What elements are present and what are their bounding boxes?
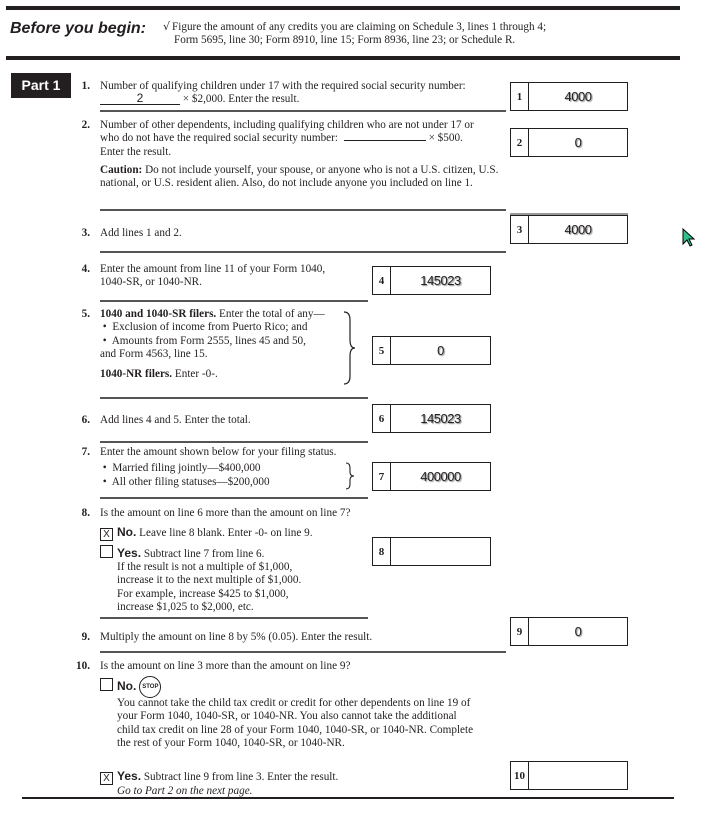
line-10-box[interactable]: 10 <box>510 761 628 790</box>
line-7-value[interactable]: 400000 <box>420 469 461 484</box>
caution-label: Caution: <box>100 163 143 176</box>
line-2-text: Number of other dependents, including qualifying children who are not under 17 or who do not have the required social security number: × $500. Enter the result. Caution: Do not include yourself, your spouse, or anyone who is not a U.S. citizen, U.S. national, or U.S. resident alien. Also, do not include anyone you included on line 1. <box>100 119 499 190</box>
line-8-yes-checkbox[interactable] <box>100 545 113 558</box>
children-count-field[interactable]: 2 <box>100 93 180 105</box>
line-10-no-text: You cannot take the child tax credit or credit for other dependents on line 19 of your Form 1040, 1040-SR, or 1040-NR. You also cannot take the additional child tax credit on line 28 of your Form 1040, 1040-SR, or 1040-NR. Complete the rest of your Form 1040, 1040-SR, or 1040-NR. <box>117 697 474 749</box>
line-9-number: 9. <box>81 631 90 643</box>
line-4-number: 4. <box>81 263 90 275</box>
line-5-box[interactable]: 5 0 <box>372 336 491 365</box>
line-7-text: Enter the amount shown below for your filing status. • Married filing jointly—$400,000 • All other filing statuses—$200,000 <box>100 446 337 488</box>
line-7-number: 7. <box>81 446 90 458</box>
bottom-rule <box>22 797 674 799</box>
line-5-number: 5. <box>81 308 90 320</box>
line-6-value[interactable]: 145023 <box>420 411 461 426</box>
line-6-box[interactable]: 6 145023 <box>372 404 491 433</box>
divider <box>100 497 368 499</box>
line-6-text: Add lines 4 and 5. Enter the total. <box>100 414 251 426</box>
divider <box>100 651 506 653</box>
line-1-number: 1. <box>81 80 90 92</box>
divider <box>100 300 368 302</box>
divider <box>100 110 506 112</box>
line-8-no-checkbox[interactable]: X <box>100 528 113 541</box>
line-3-number: 3. <box>81 227 90 239</box>
checkmark-icon: √ <box>163 20 171 33</box>
line-1-text: Number of qualifying children under 17 with the required social security number: 2 × $2,000. Enter the result. <box>100 80 466 106</box>
line-9-box[interactable]: 9 0 <box>510 617 628 646</box>
line-10-yes-option[interactable]: X Yes. Subtract line 9 from line 3. Enter the result. Go to Part 2 on the next page. <box>100 770 338 798</box>
line-4-value[interactable]: 145023 <box>420 273 461 288</box>
line-2-value[interactable]: 0 <box>574 135 582 150</box>
part-1-label: Part 1 <box>11 73 71 98</box>
line-8-number: 8. <box>81 507 90 519</box>
line-2-number: 2. <box>81 119 90 131</box>
line-6-number: 6. <box>81 414 90 426</box>
brace-icon <box>342 310 356 386</box>
header-bottom-rule <box>6 56 680 60</box>
line-10-question: Is the amount on line 3 more than the amount on line 9? <box>100 660 351 672</box>
line-4-text: Enter the amount from line 11 of your Form 1040, 1040-SR, or 1040-NR. <box>100 263 326 289</box>
brace-icon <box>344 462 356 490</box>
line-1-value[interactable]: 4000 <box>564 89 592 104</box>
line-7-box[interactable]: 7 400000 <box>372 462 491 491</box>
mouse-cursor-icon <box>682 228 696 248</box>
line-8-box[interactable]: 8 <box>372 537 491 566</box>
line-9-text: Multiply the amount on line 8 by 5% (0.05). Enter the result. <box>100 631 373 643</box>
before-you-begin-note: √ Figure the amount of any credits you are claiming on Schedule 3, lines 1 through 4; Form 5695, line 30; Form 8910, line 15; Form 8936, line 23; or Schedule R. <box>163 20 547 46</box>
divider <box>100 441 368 443</box>
line-8-question: Is the amount on line 6 more than the amount on line 7? <box>100 507 351 519</box>
line-8-value[interactable] <box>391 538 490 565</box>
line-4-box[interactable]: 4 145023 <box>372 266 491 295</box>
divider <box>100 617 368 619</box>
line-3-value[interactable]: 4000 <box>564 222 592 237</box>
caution-text: Do not include yourself, your spouse, or anyone who is not a U.S. citizen, U.S. national, or U.S. resident alien. Also, do not include anyone you included on line 1. <box>100 163 499 190</box>
other-dependents-field[interactable] <box>344 132 426 141</box>
line-8-no-option[interactable]: X No. Leave line 8 blank. Enter -0- on line 9. <box>100 526 313 541</box>
before-you-begin-label: Before you begin: <box>10 20 147 37</box>
line-8-yes-detail: If the result is not a multiple of $1,000, increase it to the next multiple of $1,000. For example, increase $425 to $1,000, increase $1,025 to $2,000, etc. <box>117 561 302 613</box>
divider <box>100 209 506 211</box>
line-10-no-option[interactable]: No. STOP <box>100 676 161 698</box>
line-8-yes-option[interactable]: Yes. Subtract line 7 from line 6. <box>100 545 264 561</box>
line-1-box[interactable]: 1 4000 <box>510 82 628 111</box>
go-to-part-2-note: Go to Part 2 on the next page. <box>117 785 253 797</box>
line-10-no-checkbox[interactable] <box>100 678 113 691</box>
line-10-yes-checkbox[interactable]: X <box>100 772 113 785</box>
top-rule <box>6 6 680 10</box>
line-5-value[interactable]: 0 <box>437 343 444 358</box>
line-9-value[interactable]: 0 <box>574 624 582 639</box>
stop-sign-icon: STOP <box>139 676 161 698</box>
divider <box>100 397 368 399</box>
line-10-value[interactable] <box>529 762 627 789</box>
line-3-text: Add lines 1 and 2. <box>100 227 182 239</box>
line-2-box[interactable]: 2 0 <box>510 128 628 157</box>
divider <box>100 251 506 253</box>
line-5-text: 1040 and 1040-SR filers. Enter the total of any— • Exclusion of income from Puerto Rico; and • Amounts from Form 2555, lines 45 and 50, and Form 4563, line 15. 1040-NR filers. Enter -0-. <box>100 308 325 381</box>
line-3-box[interactable]: 3 4000 <box>510 215 628 244</box>
line-10-number: 10. <box>76 660 90 672</box>
